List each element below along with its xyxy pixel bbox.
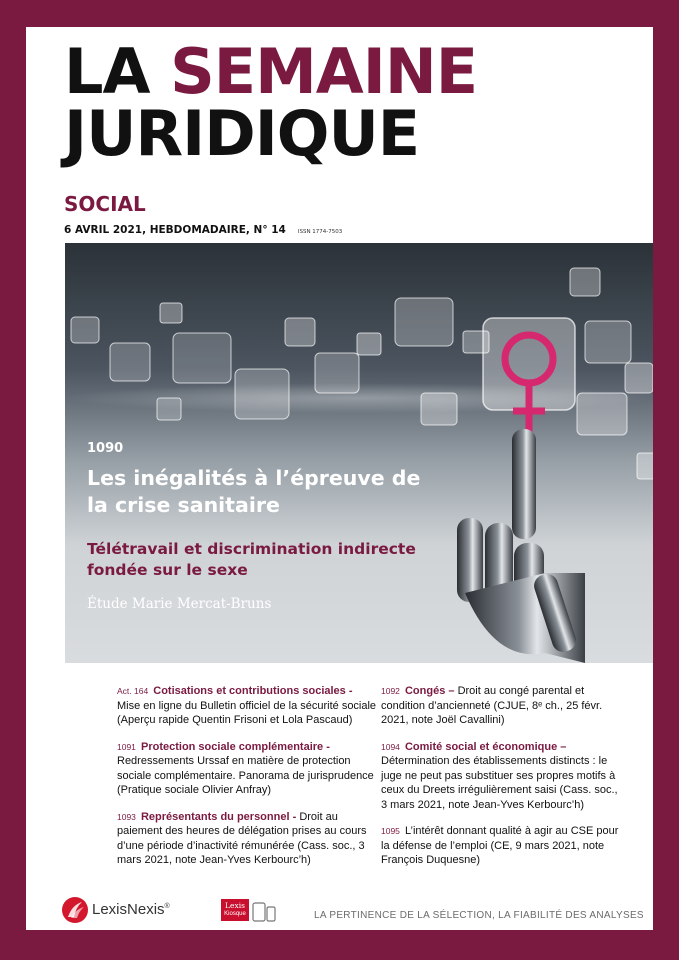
devices-icon — [252, 901, 276, 923]
toc-entry — [381, 684, 621, 728]
toc-left-column — [117, 684, 377, 880]
toc-entry — [117, 740, 377, 798]
toc-entry-keyword: Comité social et économique – — [404, 740, 567, 753]
toc-entry-number: 1091 — [117, 741, 136, 752]
masthead — [64, 35, 478, 170]
toc-right-column — [381, 684, 621, 880]
toc-entry-keyword: Cotisations et contributions sociales - — [153, 685, 353, 697]
robot-hand-icon — [457, 429, 585, 663]
cover-article-title: Les inégalités à l’épreuve de la crise sanitaire — [87, 466, 421, 517]
toc-entry — [117, 684, 377, 728]
toc-entry-keyword: Congés – — [404, 685, 455, 697]
toc-entry-number: 1093 — [117, 811, 136, 822]
toc-entry-text: Droit au congé parental et condition d’ancienneté (CJUE, 8ᵉ ch., 25 févr. 2021, note Joël Cavallini) — [381, 685, 603, 726]
lexisnexis-logo-text — [92, 901, 170, 918]
kiosque-line2: Kiosque — [224, 911, 246, 917]
cover-article-number: 1090 — [87, 441, 124, 456]
toc-entry-text: Mise en ligne du Bulletin officiel de la sécurité sociale (Aperçu rapide Quentin Frisoni et Lola Pascaud) — [117, 699, 377, 726]
dateline — [64, 224, 342, 236]
toc-entry-keyword: Représentants du personnel - — [140, 810, 297, 823]
lexisnexis-logo-icon — [62, 897, 88, 923]
masthead-juridique: JURIDIQUE — [64, 97, 420, 170]
footer — [26, 889, 653, 929]
toc-entry-number: 1095 — [381, 826, 400, 836]
cover-page — [26, 27, 653, 930]
cover-article-subtitle: Télétravail et discrimination indirecte fondée sur le sexe — [87, 540, 416, 579]
section-title: SOCIAL — [64, 192, 146, 216]
tagline: LA PERTINENCE DE LA SÉLECTION, LA FIABILITÉ DES ANALYSES — [314, 910, 644, 921]
cover-image — [65, 243, 653, 663]
toc-entry-text: Droit au paiement des heures de délégation prises au cours d’une période d’inactivité rémunérée (Cass. soc., 3 mars 2021, note Jean-Yves Kerbourc’h) — [117, 810, 367, 866]
toc-entry-text: Redressements Urssaf en matière de protection sociale complémentaire. Panorama de jurisprudence (Pratique sociale Olivier Anfray) — [117, 755, 374, 796]
toc-entry-keyword: Protection sociale complémentaire - — [140, 740, 330, 753]
cover-article-author: Étude Marie Mercat-Bruns — [87, 596, 272, 612]
toc-entry-number: 1092 — [381, 686, 400, 696]
toc-entry — [117, 810, 377, 868]
toc-entry-number: 1094 — [381, 741, 400, 752]
toc-entry — [381, 824, 621, 868]
lexis-kiosque-logo — [221, 899, 249, 921]
masthead-semaine: SEMAINE — [170, 35, 478, 108]
brand-mark: ® — [164, 903, 170, 910]
masthead-la: LA — [64, 35, 150, 108]
issn: ISSN 1774-7503 — [297, 229, 343, 235]
toc-entry — [381, 740, 621, 813]
toc-entry-number: Act. 164 — [117, 686, 149, 696]
toc-entry-text: Détermination des établissements distincts : le juge ne peut pas substituer ses propres motifs à ceux du Dreets irrégulièrement saisi (Cass. soc., 3 mars 2021, note Jean-Yves Kerbourc’h) — [381, 755, 618, 811]
issue-date: 6 AVRIL 2021, HEBDOMADAIRE, N° 14 — [64, 224, 286, 236]
toc-entry-text: L’intérêt donnant qualité à agir au CSE pour la défense de l’emploi (CE, 9 mars 2021, note François Duquesne) — [381, 825, 619, 866]
brand-name: LexisNexis — [92, 901, 165, 918]
kiosque-line1: Lexis — [225, 901, 245, 910]
